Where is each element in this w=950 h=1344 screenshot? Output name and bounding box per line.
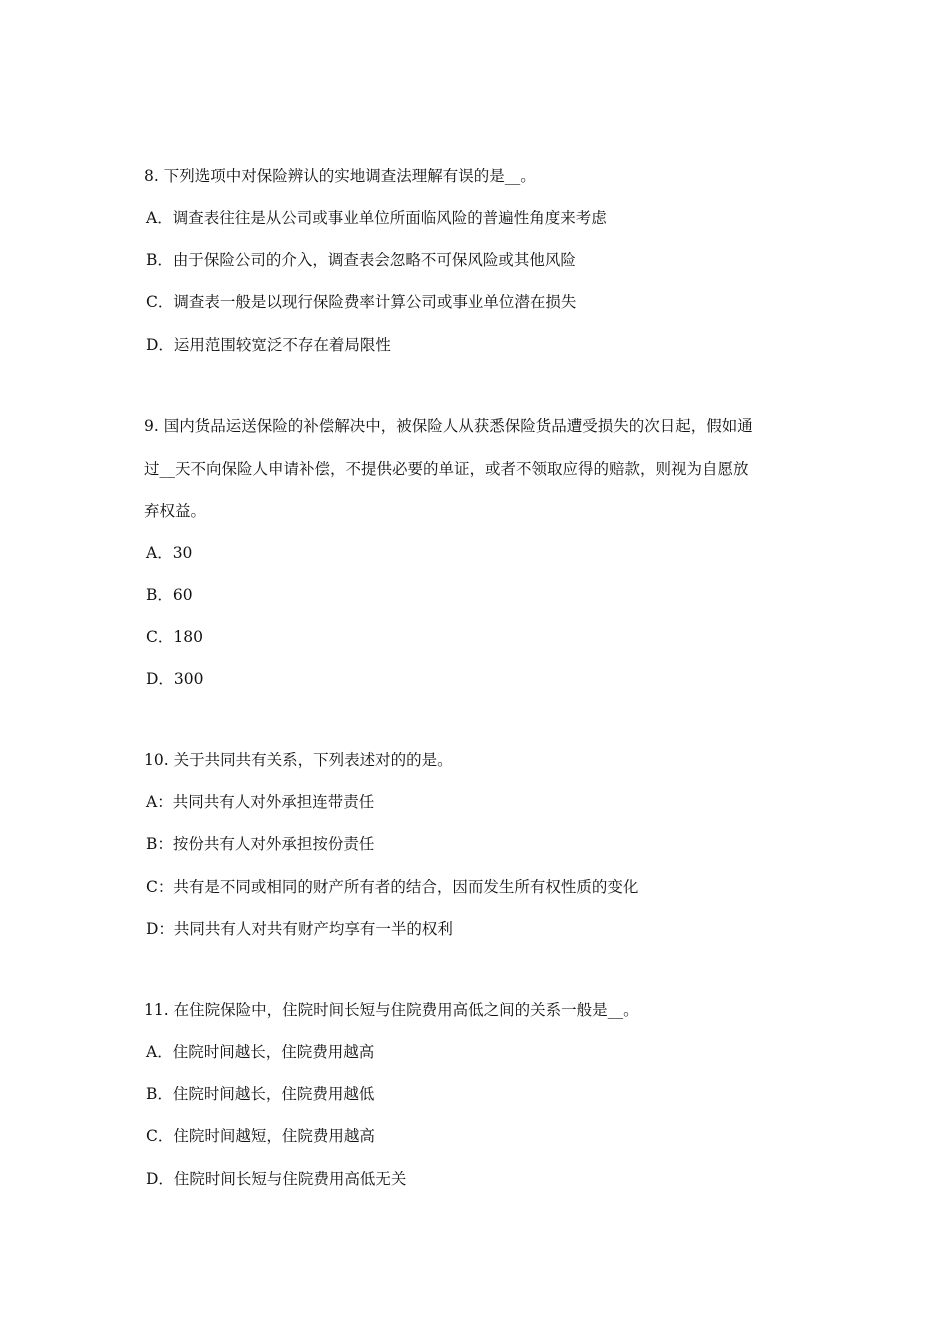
question-9-option-d: D．300 [146, 670, 204, 688]
question-9-stem-line-2: 过__天不向保险人申请补偿，不提供必要的单证，或者不领取应得的赔款，则视为自愿放 [144, 460, 749, 478]
question-9-option-a: A．30 [146, 544, 193, 562]
question-8-option-a: A．调查表往往是从公司或事业单位所面临风险的普遍性角度来考虑 [146, 209, 607, 227]
question-10-option-a: A：共同共有人对外承担连带责任 [146, 793, 375, 811]
question-10-option-b: B：按份共有人对外承担按份责任 [146, 835, 375, 853]
question-8-option-b: B．由于保险公司的介入，调查表会忽略不可保风险或其他风险 [146, 251, 576, 269]
question-11-option-b: B．住院时间越长，住院费用越低 [146, 1085, 375, 1103]
question-11-stem: 11. 在住院保险中，住院时间长短与住院费用高低之间的关系一般是__。 [144, 1001, 639, 1019]
question-11-option-a: A．住院时间越长，住院费用越高 [146, 1043, 375, 1061]
question-9-option-c: C．180 [146, 628, 203, 646]
question-10-option-d: D：共同共有人对共有财产均享有一半的权利 [146, 920, 453, 938]
question-11-option-c: C．住院时间越短，住院费用越高 [146, 1127, 375, 1145]
question-11-option-d: D．住院时间长短与住院费用高低无关 [146, 1170, 407, 1188]
question-10-stem: 10. 关于共同共有关系，下列表述对的的是。 [144, 751, 453, 769]
question-9-stem-line-1: 9. 国内货品运送保险的补偿解决中，被保险人从获悉保险货品遭受损失的次日起，假如通 [144, 417, 753, 435]
question-8-option-d: D．运用范围较宽泛不存在着局限性 [146, 336, 391, 354]
question-8-option-c: C．调查表一般是以现行保险费率计算公司或事业单位潜在损失 [146, 293, 577, 311]
question-9-option-b: B．60 [146, 586, 193, 604]
question-8-stem: 8. 下列选项中对保险辨认的实地调查法理解有误的是__。 [144, 167, 536, 185]
question-10-option-c: C：共有是不同或相同的财产所有者的结合，因而发生所有权性质的变化 [146, 878, 639, 896]
question-9-stem-line-3: 弃权益。 [144, 502, 207, 520]
